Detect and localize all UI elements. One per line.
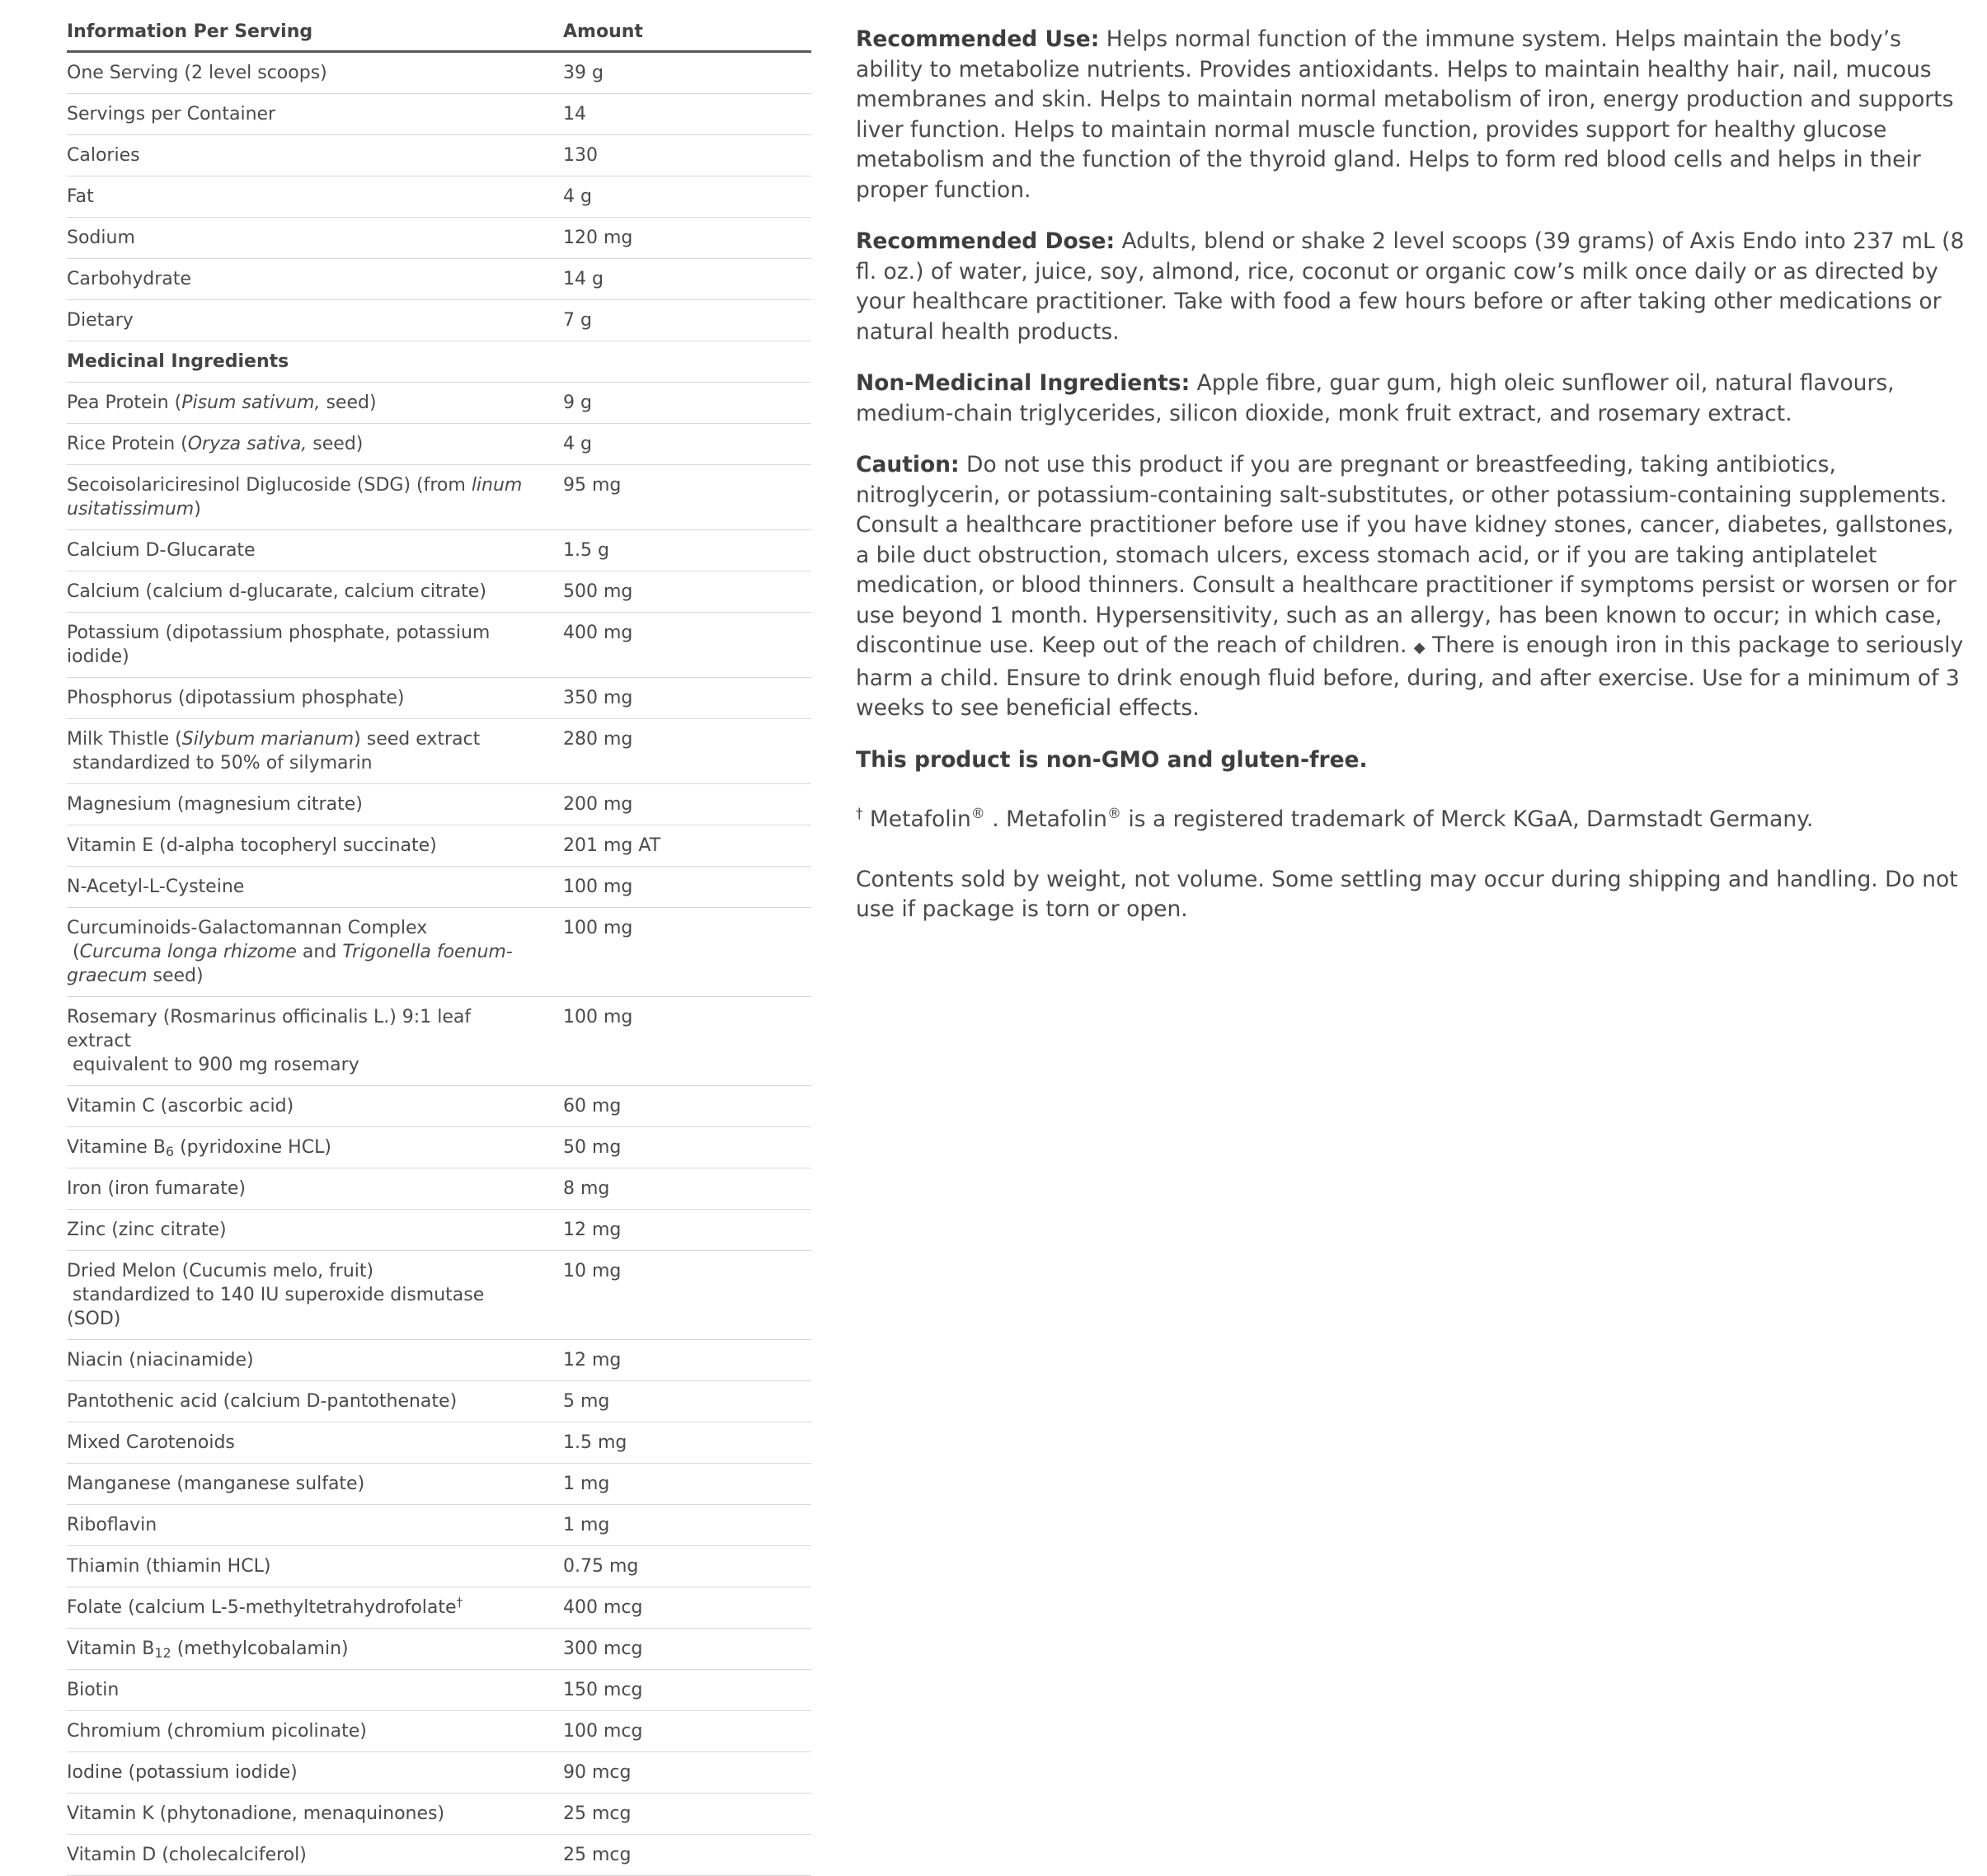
name-text: Folate (calcium L-5-methyltetrahydrofolate [67,1597,457,1618]
name-text: Rice Protein ( [67,434,188,454]
diamond-icon: ◆ [1413,639,1426,656]
table-row [67,784,811,825]
row-name: Niacin (niacinamide) [67,1340,563,1381]
row-name: N-Acetyl-L-Cysteine [67,867,563,908]
recommended-dose-label: Recommended Dose: [856,228,1116,254]
table-row [67,825,811,867]
recommended-dose-text: Adults, blend or shake 2 level scoops (39 grams) of Axis Endo into 237 mL (8 fl. oz.) of water, juice, soy, almond, rice, coconut or organic cow’s milk once daily or as directed by your healthcare practitioner. Take with food a few hours before or after taking other medications or natural health products. [856,228,1965,345]
name-text: seed) [147,966,204,986]
row-name: Chromium (chromium picolinate) [67,1711,563,1752]
name-text: Dried Melon (Cucumis melo, fruit) [67,1261,374,1281]
table-row [67,719,811,784]
product-description [856,25,1969,947]
name-text: ) [194,499,201,520]
name-text: seed) [307,434,364,454]
table-row [67,908,811,997]
row-amount: 12 mg [563,1210,811,1251]
row-name: Fat [67,176,563,218]
row-name: Pantothenic acid (calcium D-pantothenate) [67,1381,563,1422]
trademark-text: . Metafolin [984,806,1107,832]
row-amount: 25 mcg [563,1794,811,1835]
non-gmo-statement: This product is non-GMO and gluten-free. [856,746,1368,773]
row-amount: 100 mg [563,867,811,908]
table-row [67,135,811,176]
table-row [67,1587,811,1629]
name-subline: standardized to 50% of silymarin [73,753,373,773]
header-amount: Amount [563,12,811,52]
table-row [67,1168,811,1210]
row-name [67,424,563,465]
row-amount: 90 mcg [563,1752,811,1794]
latin-name: Curcuma longa rhizome [79,942,297,962]
row-amount: 400 mg [563,613,811,678]
row-name: Zinc (zinc citrate) [67,1210,563,1251]
row-name [67,1629,563,1670]
name-text: Vitamine B [67,1137,166,1158]
row-name: Thiamin (thiamin HCL) [67,1546,563,1587]
row-name [67,997,563,1086]
table-row [67,1127,811,1168]
table-row [67,300,811,341]
row-name: Iron (iron fumarate) [67,1168,563,1210]
table-row [67,1381,811,1422]
row-amount: 5 mg [563,1381,811,1422]
latin-name: Oryza sativa, [187,434,308,454]
table-row [67,1464,811,1505]
name-text: (pyridoxine HCL) [174,1137,331,1158]
caution-paragraph [856,450,1969,724]
row-amount: 400 mcg [563,1587,811,1629]
name-text: Rosemary (Rosmarinus officinalis L.) 9:1 leaf extract [67,1007,472,1051]
name-text: seed) [320,393,377,413]
row-amount: 100 mcg [563,1711,811,1752]
name-text: and [296,942,343,962]
table-row [67,218,811,259]
caution-text: Do not use this product if you are pregnant or breastfeeding, taking antibiotics, nitroglycerin, or potassium-containing salt-substitutes, or other potassium-containing supplements. Consult a healthcare practitioner before use if you have kidney stones, cancer, diabetes, gallstones, a bile duct obstruction, stomach ulcers, excess stomach acid, or if you are taking antiplatelet medication, or blood thinners. Consult a healthcare practitioner if symptoms persist or worsen or for use beyond 1 month. Hypersensitivity, such as an allergy, has been known to occur; in which case, discontinue use. Keep out of the reach of children. [856,452,1956,658]
row-amount: 95 mg [563,465,811,530]
non-medicinal-paragraph [856,369,1969,429]
supplement-facts-table [67,12,811,1876]
dagger-mark: † [856,806,863,822]
table-row [67,1794,811,1835]
row-name [67,908,563,997]
row-name: Potassium (dipotassium phosphate, potassium iodide) [67,613,563,678]
recommended-dose-paragraph [856,227,1969,347]
row-name: Dietary [67,300,563,341]
table-row [67,1711,811,1752]
row-amount: 12 mg [563,1340,811,1381]
name-text: ) seed extract [354,729,481,750]
row-amount: 4 g [563,176,811,218]
row-amount: 350 mg [563,678,811,719]
row-name [67,1127,563,1168]
name-subline: equivalent to 900 mg rosemary [73,1055,359,1075]
row-name: Servings per Container [67,94,563,135]
row-name: Carbohydrate [67,259,563,300]
table-row [67,383,811,424]
row-amount: 4 g [563,424,811,465]
table-row [67,52,811,94]
row-name: Vitamin C (ascorbic acid) [67,1086,563,1127]
row-amount: 8 mg [563,1168,811,1210]
row-amount: 150 mcg [563,1670,811,1711]
table-row [67,1546,811,1587]
row-amount: 14 g [563,259,811,300]
table-row [67,259,811,300]
table-row [67,1340,811,1381]
table-row [67,94,811,135]
row-amount: 200 mg [563,784,811,825]
row-amount: 39 g [563,52,811,94]
row-amount: 1.5 mg [563,1422,811,1464]
name-text: (methylcobalamin) [171,1639,349,1659]
name-text: Milk Thistle ( [67,729,182,750]
row-amount: 100 mg [563,997,811,1086]
section-spacer [563,341,811,383]
row-name: Vitamin K (phytonadione, menaquinones) [67,1794,563,1835]
caution-label: Caution: [856,452,960,477]
table-row [67,424,811,465]
table-row [67,997,811,1086]
table-row [67,678,811,719]
row-name: Biotin [67,1670,563,1711]
row-amount: 60 mg [563,1086,811,1127]
table-row [67,1629,811,1670]
latin-name: Pisum sativum, [181,393,321,413]
trademark-text: is a registered trademark of Merck KGaA, Darmstadt Germany. [1120,806,1814,832]
latin-name: Trigonella foenum-graecum [67,942,513,986]
caution-text: There is enough iron in this package to seriously harm a child. Ensure to drink enough fluid before, during, and after exercise. Use for a minimum of 3 weeks to see beneficial effects. [856,632,1964,721]
row-name [67,1587,563,1629]
row-amount: 25 mcg [563,1835,811,1876]
registered-mark: ® [1106,806,1121,822]
row-name: Riboflavin [67,1505,563,1546]
header-information-per-serving: Information Per Serving [67,12,563,52]
row-name: Phosphorus (dipotassium phosphate) [67,678,563,719]
subscript: 6 [165,1144,175,1159]
recommended-use-text: Helps normal function of the immune system. Helps maintain the body’s ability to metabolize nutrients. Provides antioxidants. Helps to maintain healthy hair, nail, mucous membranes and skin. Helps to maintain normal metabolism of iron, energy production and supports liver function. Helps to maintain normal muscle function, provides support for healthy glucose metabolism and the function of the thyroid gland. Helps to form red blood cells and helps in their proper function. [856,26,1954,203]
row-amount: 1.5 g [563,530,811,571]
recommended-use-label: Recommended Use: [856,26,1100,52]
subscript: 12 [154,1645,171,1661]
table-row [67,530,811,571]
row-name [67,719,563,784]
row-name [67,1251,563,1340]
non-medicinal-label: Non-Medicinal Ingredients: [856,370,1191,396]
trademark-note [856,805,1969,835]
table-row [67,176,811,218]
row-amount: 7 g [563,300,811,341]
section-title: Medicinal Ingredients [67,341,563,383]
row-amount: 10 mg [563,1251,811,1340]
row-amount: 130 [563,135,811,176]
section-row-medicinal-ingredients [67,341,811,383]
table-row [67,1251,811,1340]
row-amount: 201 mg AT [563,825,811,867]
table-row [67,1422,811,1464]
registered-mark: ® [970,806,985,822]
row-name [67,383,563,424]
row-name: Calories [67,135,563,176]
table-row [67,867,811,908]
table-row [67,1670,811,1711]
row-name: Calcium D-Glucarate [67,530,563,571]
row-amount: 0.75 mg [563,1546,811,1587]
row-name: Iodine (potassium iodide) [67,1752,563,1794]
row-amount: 1 mg [563,1505,811,1546]
non-medicinal-text: Apple fibre, guar gum, high oleic sunflower oil, natural flavours, medium-chain triglycerides, silicon dioxide, monk fruit extract, and rosemary extract. [856,370,1895,426]
row-name: Calcium (calcium d-glucarate, calcium citrate) [67,571,563,613]
row-name: Magnesium (magnesium citrate) [67,784,563,825]
contents-note: Contents sold by weight, not volume. Some settling may occur during shipping and handling. Do not use if package is torn or open. [856,866,1958,922]
latin-name: Silybum marianum [181,729,355,750]
recommended-use-paragraph [856,25,1969,205]
name-text: Curcuminoids-Galactomannan Complex [67,918,428,938]
row-amount: 100 mg [563,908,811,997]
table-row [67,1835,811,1876]
row-amount: 500 mg [563,571,811,613]
row-amount: 50 mg [563,1127,811,1168]
table-row [67,1086,811,1127]
row-amount: 120 mg [563,218,811,259]
table-row [67,571,811,613]
name-subline: standardized to 140 IU superoxide dismutase (SOD) [67,1285,485,1329]
row-name: Manganese (manganese sulfate) [67,1464,563,1505]
latin-name: linum usitatissimum [67,475,523,520]
name-text: Vitamin B [67,1639,155,1659]
table-row [67,1752,811,1794]
row-name: Vitamin E (d-alpha tocopheryl succinate) [67,825,563,867]
row-amount: 300 mcg [563,1629,811,1670]
row-amount: 14 [563,94,811,135]
table-row [67,1210,811,1251]
name-text: Pea Protein ( [67,393,182,413]
table-row [67,613,811,678]
name-text: ( [73,942,80,962]
row-amount: 280 mg [563,719,811,784]
row-name [67,465,563,530]
row-amount: 1 mg [563,1464,811,1505]
table-row [67,465,811,530]
row-amount: 9 g [563,383,811,424]
row-name: Vitamin D (cholecalciferol) [67,1835,563,1876]
row-name: One Serving (2 level scoops) [67,52,563,94]
name-text: Secoisolariciresinol Diglucoside (SDG) (from [67,475,472,496]
trademark-text: Metafolin [862,806,971,832]
table-header-row [67,12,811,52]
row-name: Sodium [67,218,563,259]
row-name: Mixed Carotenoids [67,1422,563,1464]
table-row [67,1505,811,1546]
dagger-mark: † [456,1595,463,1610]
